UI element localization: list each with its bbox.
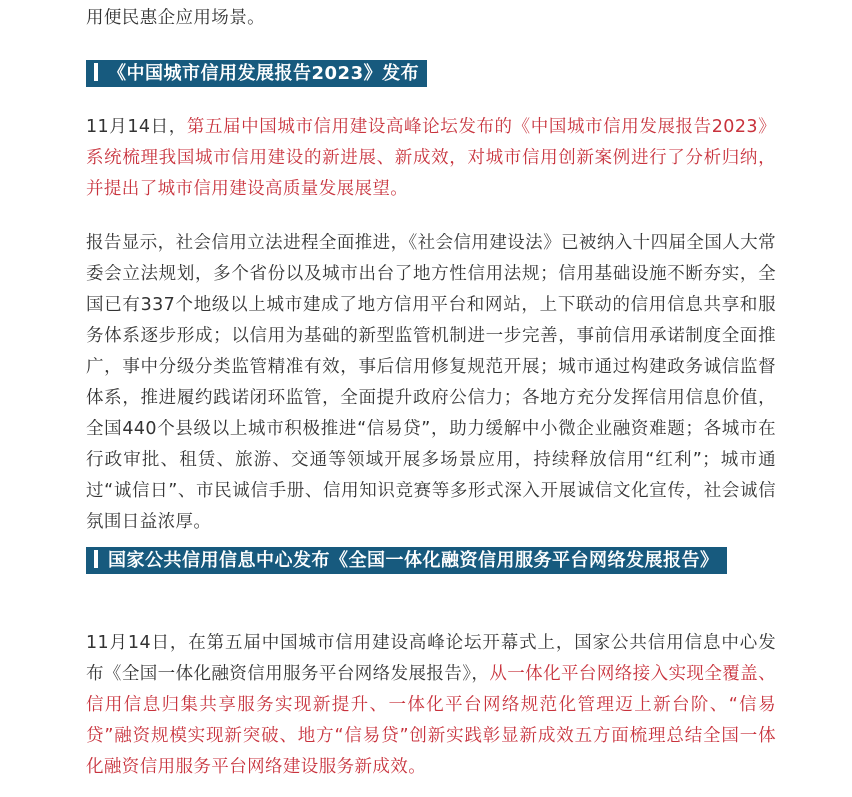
intro-text: 用便民惠企应用场景。	[86, 8, 265, 28]
section2-paragraph-1	[86, 628, 776, 783]
section-heading-1	[86, 59, 776, 89]
date-lead: 11月14日，	[86, 117, 187, 137]
heading-bar-icon	[94, 550, 98, 568]
section1-paragraph-2	[86, 228, 776, 538]
section-heading-1-text: 《中国城市信用发展报告2023》发布	[108, 63, 420, 84]
highlight-text: 从一体化平台网络接入实现全覆盖、信用信息归集共享服务实现新提升、一体化平台网络规范化管理迈上新台阶、“信易贷”融资规模实现新突破、地方“信易贷”创新实践彰显新成效五方面梳理总结全国一体化融资信用服务平台网络建设服务新成效。	[86, 664, 776, 777]
section-heading-2	[86, 546, 776, 576]
report-summary-text: 报告显示，社会信用立法进程全面推进，《社会信用建设法》已被纳入十四届全国人大常委会立法规划，多个省份以及城市出台了地方性信用法规；信用基础设施不断夯实，全国已有337个地级以上城市建成了地方信用平台和网站，上下联动的信用信息共享和服务体系逐步形成；以信用为基础的新型监管机制进一步完善，事前信用承诺制度全面推广，事中分级分类监管精准有效，事后信用修复规范开展；城市通过构建政务诚信监督体系，推进履约践诺闭环监管，全面提升政府公信力；各地方充分发挥信用信息价值，全国440个县级以上城市积极推进“信易贷”，助力缓解中小微企业融资难题；各城市在行政审批、租赁、旅游、交通等领域开展多场景应用，持续释放信用“红利”；城市通过“诚信日”、市民诚信手册、信用知识竞赛等多形式深入开展诚信文化宣传，社会诚信氛围日益浓厚。	[86, 233, 776, 532]
highlight-text: 第五届中国城市信用建设高峰论坛发布的《中国城市信用发展报告2023》系统梳理我国城市信用建设的新进展、新成效，对城市信用创新案例进行了分析归纳，并提出了城市信用建设高质量发展展望。	[86, 117, 776, 199]
heading-bar-icon	[94, 63, 98, 81]
section1-paragraph-1	[86, 112, 776, 205]
intro-paragraph	[86, 3, 776, 34]
section-heading-2-text: 国家公共信用信息中心发布《全国一体化融资信用服务平台网络发展报告》	[108, 550, 719, 571]
date-lead: 11月14日，在第五届中国城市信用建设高峰论坛开幕式上，国家公共信用信息中心发布《全国一体化融资信用服务平台网络发展报告》，	[86, 633, 776, 684]
